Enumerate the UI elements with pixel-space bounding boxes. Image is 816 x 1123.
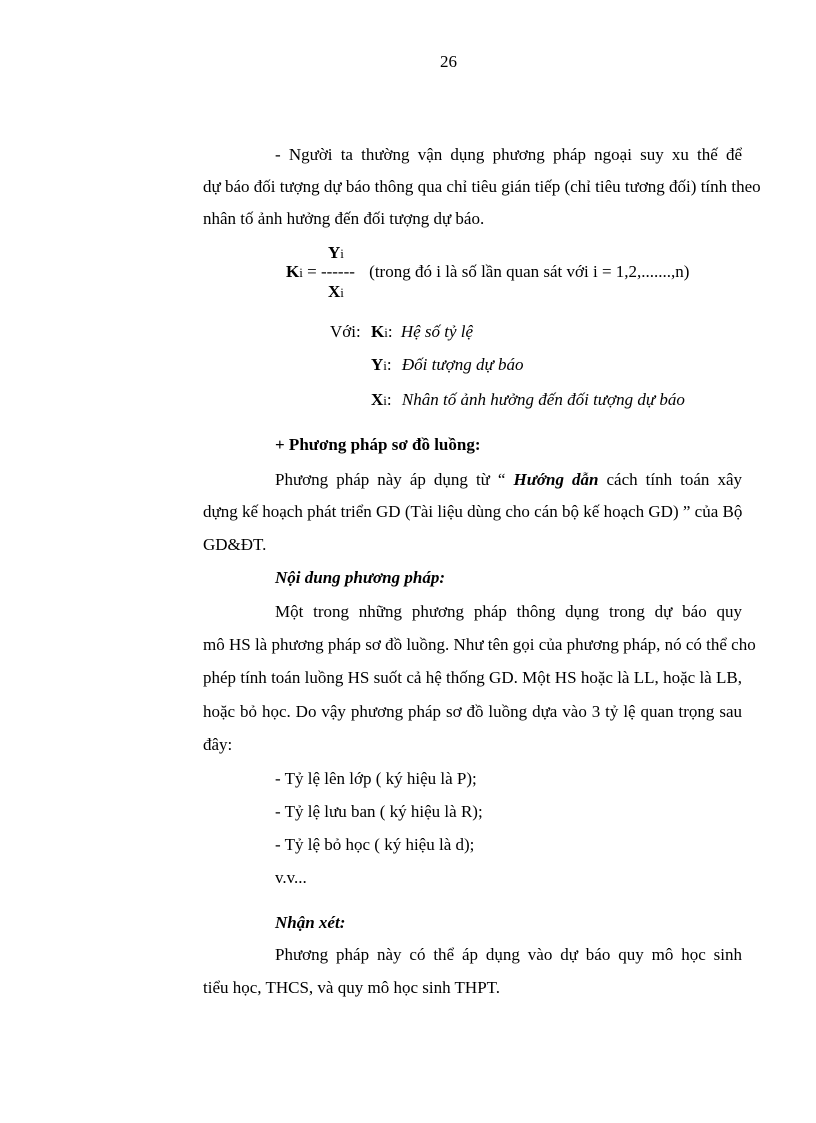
formula-numerator: Yi [328,243,344,262]
list-item: v.v... [275,868,307,887]
intro-line-1: - Người ta thường vận dụng phương pháp ngoại suy xu thế để [275,145,742,164]
method-intro-line-1: Phương pháp này áp dụng từ “ Hướng dẫn cách tính toán xây [275,470,743,489]
definitions-intro: Với: [330,322,361,341]
method-intro-line-2: dựng kế hoạch phát triển GD (Tài liệu dùng cho cán bộ kế hoạch GD) ” của Bộ [203,502,743,521]
definition-item: Ki: Hệ số tỷ lệ [371,322,474,341]
remark-line-2: tiểu học, THCS, và quy mô học sinh THPT. [203,978,501,997]
remark-line-1: Phương pháp này có thể áp dụng vào dự báo quy mô học sinh [275,945,742,964]
page-number: 26 [440,52,457,71]
content-line-2: mô HS là phương pháp sơ đồ luồng. Như tên gọi của phương pháp, nó có thể cho [203,635,756,654]
list-item: - Tỷ lệ lưu ban ( ký hiệu là R); [275,802,483,821]
definition-item: Xi: Nhân tố ảnh hưởng đến đối tượng dự báo [371,390,685,409]
definition-item: Yi: Đối tượng dự báo [371,355,524,374]
content-line-3: phép tính toán luồng HS suốt cả hệ thống GD. Một HS hoặc là LL, hoặc là LB, [203,668,742,687]
remark-heading: Nhận xét: [275,913,346,932]
content-line-1: Một trong những phương pháp thông dụng trong dự báo quy [275,602,742,621]
content-line-4: hoặc bỏ học. Do vậy phương pháp sơ đồ luồng dựa vào 3 tỷ lệ quan trọng sau [203,702,742,721]
formula-main: Ki = ------ (trong đó i là số lần quan sát với i = 1,2,.......,n) [286,262,690,281]
intro-line-3: nhân tố ảnh hưởng đến đối tượng dự báo. [203,209,485,228]
formula-denominator: Xi [328,282,344,301]
content-line-5: đây: [203,735,233,754]
method-heading: + Phương pháp sơ đồ luồng: [275,435,481,454]
method-intro-line-3: GD&ĐT. [203,535,267,554]
list-item: - Tỷ lệ bỏ học ( ký hiệu là d); [275,835,475,854]
content-heading: Nội dung phương pháp: [275,568,445,587]
intro-line-2: dự báo đối tượng dự báo thông qua chỉ tiêu gián tiếp (chỉ tiêu tương đối) tính theo [203,177,761,196]
list-item: - Tỷ lệ lên lớp ( ký hiệu là P); [275,769,477,788]
